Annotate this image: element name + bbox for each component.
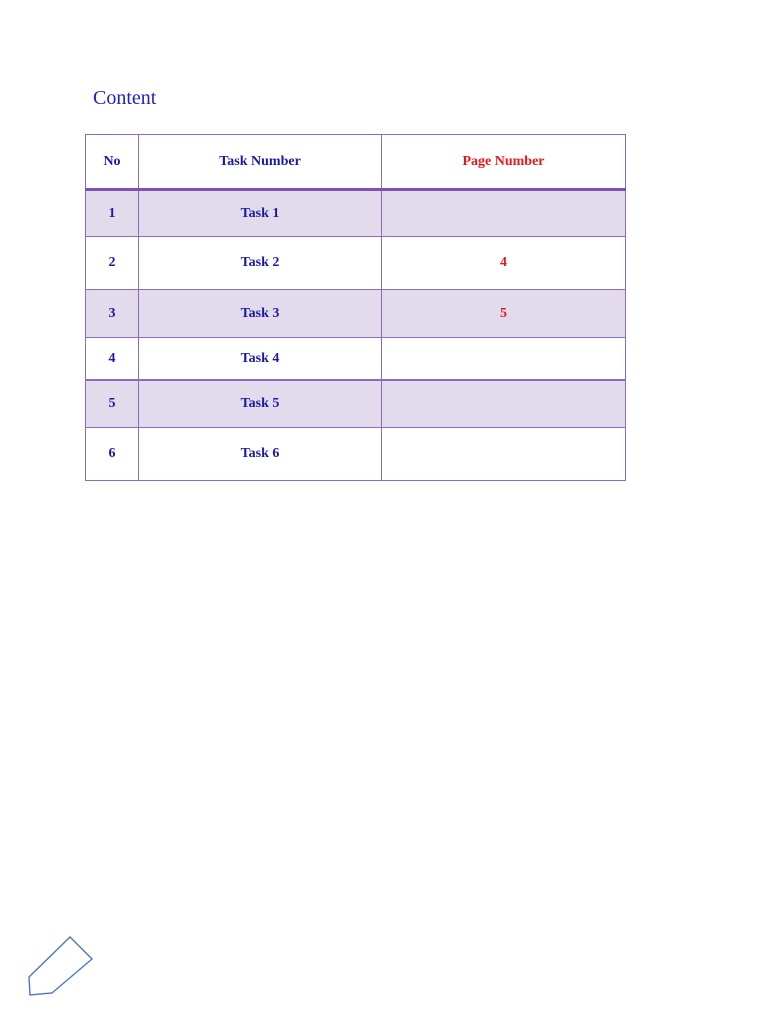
row-page-cell: 4 xyxy=(382,237,626,290)
header-task-number: Task Number xyxy=(139,135,382,190)
table-row xyxy=(86,428,626,481)
pencil-icon[interactable] xyxy=(26,934,96,998)
table-header-row xyxy=(86,135,626,190)
header-no: No xyxy=(86,135,139,190)
row-task-cell: Task 2 xyxy=(139,237,382,290)
row-page-cell xyxy=(382,190,626,237)
row-task-cell: Task 6 xyxy=(139,428,382,481)
row-task-cell: Task 4 xyxy=(139,338,382,381)
table-row xyxy=(86,338,626,381)
row-no-cell: 4 xyxy=(86,338,139,381)
row-page-cell xyxy=(382,428,626,481)
page-title: Content xyxy=(93,87,157,109)
row-no-cell: 5 xyxy=(86,380,139,428)
row-page-cell xyxy=(382,380,626,428)
row-no-cell: 1 xyxy=(86,190,139,237)
row-page-cell xyxy=(382,338,626,381)
row-task-cell: Task 3 xyxy=(139,290,382,338)
table-row xyxy=(86,190,626,237)
row-task-cell: Task 5 xyxy=(139,380,382,428)
contents-table xyxy=(85,134,626,481)
row-no-cell: 3 xyxy=(86,290,139,338)
row-no-cell: 2 xyxy=(86,237,139,290)
table-row xyxy=(86,290,626,338)
row-page-cell: 5 xyxy=(382,290,626,338)
table-row xyxy=(86,237,626,290)
header-page-number: Page Number xyxy=(382,135,626,190)
table-row xyxy=(86,380,626,428)
row-no-cell: 6 xyxy=(86,428,139,481)
row-task-cell: Task 1 xyxy=(139,190,382,237)
